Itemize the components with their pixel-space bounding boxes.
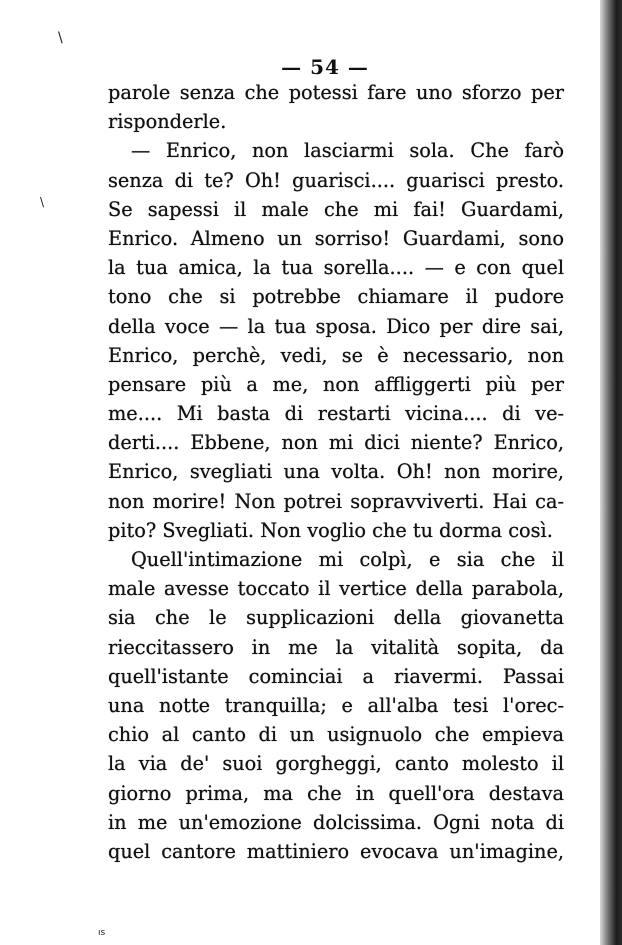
text-line: della voce — la tua sposa. Dico per dire sai,: [108, 314, 564, 338]
page-number: — 54 —: [281, 55, 369, 79]
text-line: giorno prima, ma che in quell'ora destava: [108, 781, 564, 805]
text-line: — Enrico, non lasciarmi sola. Che farò: [131, 139, 564, 163]
text-line: quel cantore mattiniero evocava un'imagine,: [108, 839, 564, 863]
text-line: pito? Svegliati. Non voglio che tu dorma così.: [108, 518, 553, 542]
text-line: pensare più a me, non affliggerti più per: [108, 372, 564, 396]
text-line: Se sapessi il male che mi fai! Guardami,: [108, 197, 564, 221]
body-text: [108, 78, 564, 866]
text-line: quell'istante cominciai a riavermi. Passai: [108, 664, 564, 688]
text-line: una notte tranquilla; e all'alba tesi l'orec-: [108, 693, 564, 717]
text-line: in me un'emozione dolcissima. Ogni nota di: [108, 810, 564, 834]
page-binding-edge: [600, 0, 622, 945]
margin-speck-bottom: ıs: [98, 928, 106, 938]
text-line: Enrico. Almeno un sorriso! Guardami, sono: [108, 226, 564, 250]
margin-speck-top: \: [58, 30, 63, 46]
text-line: tono che si potrebbe chiamare il pudore: [108, 285, 564, 309]
margin-speck-middle: \: [40, 195, 45, 209]
text-line: derti.... Ebbene, non mi dici niente? Enrico,: [108, 431, 564, 455]
text-line: sia che le supplicazioni della giovanetta: [108, 606, 564, 630]
text-line: rieccitassero in me la vitalità sopita, da: [108, 635, 564, 659]
text-line: parole senza che potessi fare uno sforzo per: [108, 81, 564, 104]
text-line: Quell'intimazione mi colpì, e sia che il: [131, 548, 564, 571]
text-line: risponderle.: [108, 110, 227, 134]
text-line: chio al canto di un usignuolo che empieva: [108, 723, 564, 747]
text-line: la via de' suoi gorgheggi, canto molesto il: [108, 752, 564, 776]
text-line: la tua amica, la tua sorella.... — e con quel: [108, 256, 564, 280]
text-line: me.... Mi basta di restarti vicina.... di ve-: [108, 402, 564, 426]
text-line: Enrico, svegliati una volta. Oh! non morire,: [108, 460, 564, 484]
text-line: senza di te? Oh! guarisci.... guarisci presto.: [108, 168, 564, 192]
text-line: male avesse toccato il vertice della parabola,: [108, 577, 564, 601]
text-line: Enrico, perchè, vedi, se è necessario, non: [108, 343, 564, 367]
text-line: non morire! Non potrei sopravviverti. Hai ca-: [108, 489, 564, 513]
